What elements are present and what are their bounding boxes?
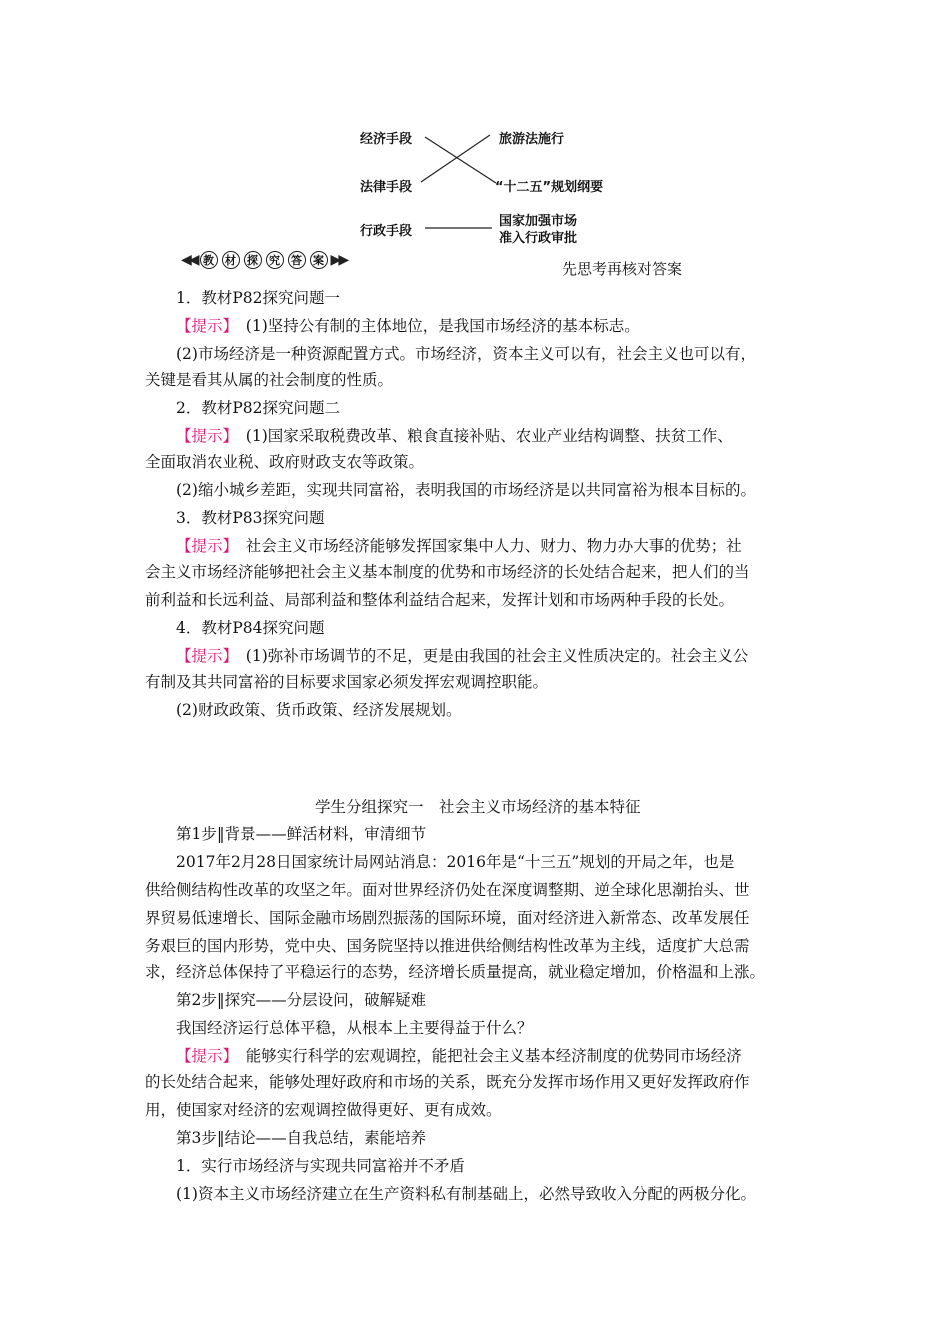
hint-line <box>176 536 856 556</box>
conclusion-heading: 1．实行市场经济与实现共同富裕并不矛盾 <box>176 1157 465 1175</box>
step-heading: 第3步‖结论——自我总结，素能培养 <box>176 1129 427 1147</box>
diagram-left-admin: 行政手段 <box>360 224 413 239</box>
hint-text: 能够实行科学的宏观调控，能把社会主义基本经济制度的优势同市场经济 <box>245 1047 742 1065</box>
banner-right-text: 先思考再核对答案 <box>562 260 683 278</box>
answer-line: 的长处结合起来，能够处理好政府和市场的关系，既充分发挥市场作用又更好发挥政府作 <box>145 1073 750 1091</box>
hint-tag: 【提示】 <box>176 317 231 335</box>
step-heading: 第1步‖背景——鲜活材料，审清细节 <box>176 825 427 843</box>
material-line: 务艰巨的国内形势，党中央、国务院坚持以推进供给侧结构性改革为主线，适度扩大总需 <box>145 937 750 955</box>
banner-char: 答 <box>288 251 306 269</box>
answer-line: 关键是看其从属的社会制度的性质。 <box>145 371 394 389</box>
answer-line: 会主义市场经济能够把社会主义基本制度的优势和市场经济的长处结合起来，把人们的当 <box>145 563 750 581</box>
hint-text: 社会主义市场经济能够发挥国家集中人力、财力、物力办大事的优势；社 <box>245 537 742 555</box>
diagram-right-plan: “十二五”规划纲要 <box>495 180 604 195</box>
hint-text: (1)国家采取税费改革、粮食直接补贴、农业产业结构调整、扶贫工作、 <box>245 427 733 445</box>
answer-line: (2)缩小城乡差距，实现共同富裕，表明我国的市场经济是以共同富裕为根本目标的。 <box>176 481 756 499</box>
material-line: 2017年2月28日国家统计局网站消息：2016年是“十三五”规划的开局之年，也是 <box>176 853 735 871</box>
answer-line: (2)财政政策、货币政策、经济发展规划。 <box>176 701 462 719</box>
hint-line <box>176 1046 856 1066</box>
banner-char: 案 <box>310 251 328 269</box>
question-heading: 3．教材P83探究问题 <box>176 509 325 527</box>
hint-line <box>176 426 856 446</box>
hint-tag: 【提示】 <box>176 1047 231 1065</box>
question-line: 我国经济运行总体平稳，从根本上主要得益于什么？ <box>176 1019 533 1037</box>
hint-tag: 【提示】 <box>176 537 231 555</box>
banner-char: 究 <box>266 251 284 269</box>
answer-line: (2)市场经济是一种资源配置方式。市场经济，资本主义可以有，社会主义也可以有， <box>176 345 756 363</box>
answer-line: 用，使国家对经济的宏观调控做得更好、更有成效。 <box>145 1101 502 1119</box>
question-heading: 1．教材P82探究问题一 <box>176 289 341 307</box>
double-right-arrow-icon: ▶▶ <box>330 252 347 268</box>
diagram-left-legal: 法律手段 <box>360 180 413 195</box>
banner-char: 材 <box>222 251 240 269</box>
material-line: 供给侧结构性改革的攻坚之年。面对世界经济仍处在深度调整期、逆全球化思潮抬头、世 <box>145 881 750 899</box>
diagram-connector-lines <box>0 0 950 300</box>
hint-line <box>176 316 856 336</box>
hint-text: (1)坚持公有制的主体地位，是我国市场经济的基本标志。 <box>245 317 640 335</box>
diagram-right-market-2: 准入行政审批 <box>499 231 578 246</box>
step-heading: 第2步‖探究——分层设问，破解疑难 <box>176 991 427 1009</box>
diagram-right-tourism-law: 旅游法施行 <box>499 132 565 147</box>
answer-line: 全面取消农业税、政府财政支农等政策。 <box>145 453 425 471</box>
conclusion-line: (1)资本主义市场经济建立在生产资料私有制基础上，必然导致收入分配的两极分化。 <box>176 1185 756 1203</box>
material-line: 界贸易低速增长、国际金融市场剧烈振荡的国际环境，面对经济进入新常态、改革发展任 <box>145 909 750 927</box>
hint-tag: 【提示】 <box>176 427 231 445</box>
material-line: 求，经济总体保持了平稳运行的态势，经济增长质量提高，就业稳定增加，价格温和上涨。 <box>145 963 766 981</box>
connector-economic-plan <box>425 137 496 183</box>
connector-legal-tourism <box>421 135 490 182</box>
diagram-right-market-1: 国家加强市场 <box>499 214 578 229</box>
question-heading: 2．教材P82探究问题二 <box>176 399 341 417</box>
question-heading: 4．教材P84探究问题 <box>176 619 325 637</box>
banner-char: 探 <box>244 251 262 269</box>
hint-line <box>176 646 856 666</box>
double-left-arrow-icon: ◀◀ <box>181 252 197 268</box>
section-title: 学生分组探究一 社会主义市场经济的基本特征 <box>315 798 641 816</box>
diagram-left-economic: 经济手段 <box>360 132 413 147</box>
banner-char: 教 <box>200 251 218 269</box>
answer-line: 前利益和长远利益、局部利益和整体利益结合起来，发挥计划和市场两种手段的长处。 <box>145 591 735 609</box>
hint-text: (1)弥补市场调节的不足，更是由我国的社会主义性质决定的。社会主义公 <box>245 647 749 665</box>
answer-line: 有制及其共同富裕的目标要求国家必须发挥宏观调控职能。 <box>145 673 549 691</box>
hint-tag: 【提示】 <box>176 647 231 665</box>
textbook-answer-banner <box>181 249 346 271</box>
